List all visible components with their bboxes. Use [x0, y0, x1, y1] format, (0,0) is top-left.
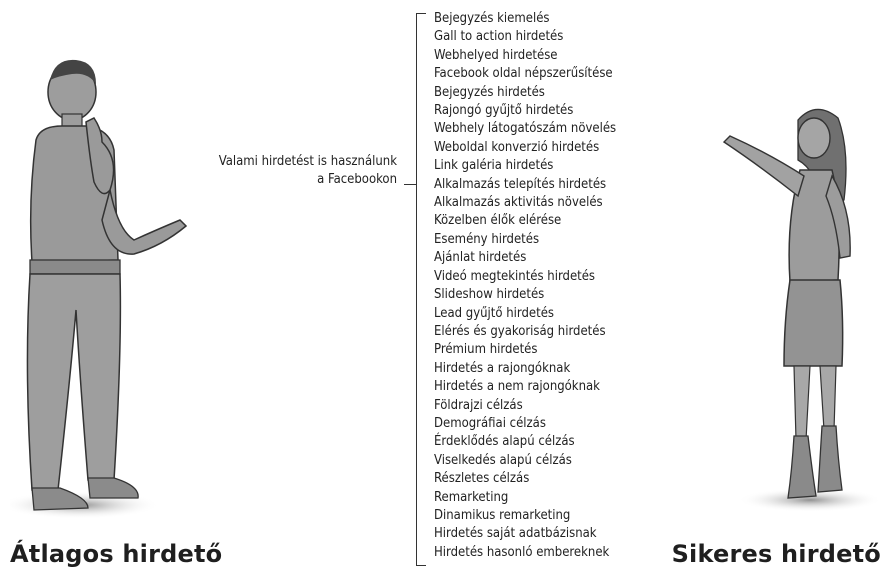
- list-item: Remarketing: [434, 489, 509, 505]
- list-item: Hirdetés hasonló embereknek: [434, 544, 610, 560]
- list-item: Webhelyed hirdetése: [434, 47, 558, 63]
- successful-advertiser-figure: [690, 100, 880, 520]
- speech-line-2: a Facebookon: [317, 172, 397, 187]
- list-item: Link galéria hirdetés: [434, 158, 554, 174]
- list-item: Lead gyűjtő hirdetés: [434, 305, 554, 321]
- speech-text: [219, 153, 397, 189]
- list-item: Hirdetés a nem rajongóknak: [434, 379, 600, 395]
- list-item: Érdeklődés alapú célzás: [434, 434, 575, 450]
- average-advertiser-caption: Átlagos hirdető: [10, 540, 223, 568]
- speech-line-1: Valami hirdetést is használunk: [218, 154, 397, 169]
- list-item: Alkalmazás telepítés hirdetés: [434, 176, 607, 192]
- list-item: Dinamikus remarketing: [434, 507, 571, 523]
- list-item: Közelben élők elérése: [434, 213, 562, 229]
- list-item: Hirdetés a rajongóknak: [434, 360, 571, 376]
- successful-advertiser-caption: Sikeres hirdető: [671, 540, 881, 568]
- list-item: Elérés és gyakoriság hirdetés: [434, 323, 606, 339]
- ad-types-list: [434, 10, 616, 562]
- list-item: Rajongó gyűjtő hirdetés: [434, 103, 574, 119]
- list-item: Földrajzi célzás: [434, 397, 523, 413]
- list-item: Videó megtekintés hirdetés: [434, 268, 596, 284]
- list-item: Viselkedés alapú célzás: [434, 452, 572, 468]
- list-bracket: [416, 13, 426, 566]
- list-item: Slideshow hirdetés: [434, 287, 545, 303]
- list-item: Részletes célzás: [434, 471, 530, 487]
- bracket-connector: [404, 184, 416, 185]
- list-item: Esemény hirdetés: [434, 231, 540, 247]
- list-item: Alkalmazás aktivitás növelés: [434, 195, 603, 211]
- list-item: Prémium hirdetés: [434, 342, 538, 358]
- list-item: Ajánlat hirdetés: [434, 250, 527, 266]
- list-item: Demográfiai célzás: [434, 415, 546, 431]
- average-advertiser-figure: [10, 50, 210, 530]
- list-item: Bejegyzés kiemelés: [434, 11, 550, 26]
- list-item: Gall to action hirdetés: [434, 29, 564, 45]
- list-item: Bejegyzés hirdetés: [434, 84, 545, 100]
- list-item: Hirdetés saját adatbázisnak: [434, 526, 597, 542]
- list-item: Weboldal konverzió hirdetés: [434, 139, 600, 155]
- list-item: Facebook oldal népszerűsítése: [434, 66, 613, 82]
- list-item: Webhely látogatószám növelés: [434, 121, 617, 137]
